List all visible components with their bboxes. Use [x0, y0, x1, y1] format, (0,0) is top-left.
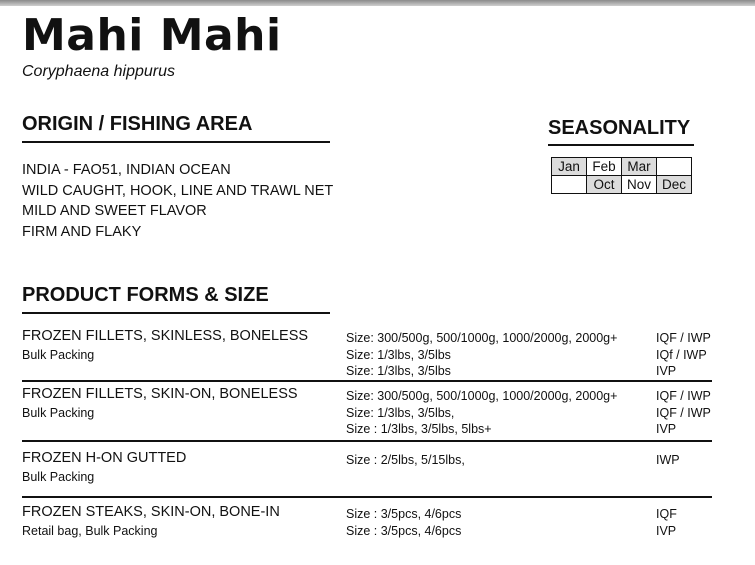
product-name: FROZEN FILLETS, SKIN-ON, BONELESS [22, 386, 298, 402]
product-name: FROZEN STEAKS, SKIN-ON, BONE-IN [22, 504, 280, 520]
season-cell: Jan [552, 158, 587, 176]
pack-type: IVP [656, 422, 677, 436]
size-line: Size: 300/500g, 500/1000g, 1000/2000g, 2000g+ [346, 389, 618, 403]
size-line: Size: 1/3lbs, 3/5lbs [346, 364, 451, 378]
season-row [552, 176, 692, 194]
product-packing: Bulk Packing [22, 470, 95, 484]
size-line: Size: 1/3lbs, 3/5lbs [346, 347, 451, 362]
product-name: FROZEN H-ON GUTTED [22, 450, 187, 466]
origin-lines [22, 160, 333, 242]
size-line: Size : 1/3lbs, 3/5lbs, 5lbs+ [346, 422, 492, 436]
product-row [22, 328, 712, 378]
origin-line: FIRM AND FLAKY [22, 223, 142, 240]
product-row [22, 450, 712, 490]
product-row [22, 504, 712, 544]
pack-type: IQF / IWP [656, 405, 711, 420]
size-line: Size : 3/5pcs, 4/6pcs [346, 523, 462, 538]
product-sizes [346, 452, 465, 469]
product-row [22, 386, 712, 436]
product-packing: Retail bag, Bulk Packing [22, 524, 158, 538]
origin-line: MILD AND SWEET FLAVOR [22, 203, 207, 219]
size-line: Size: 300/500g, 500/1000g, 1000/2000g, 2000g+ [346, 331, 618, 345]
product-divider [22, 496, 712, 498]
scientific-name: Coryphaena hippurus [22, 63, 175, 80]
season-cell: Oct [587, 176, 622, 194]
pack-type: IVP [656, 523, 677, 538]
product-pack-types [656, 388, 711, 438]
pack-type: IQF [656, 507, 677, 521]
product-name: FROZEN FILLETS, SKINLESS, BONELESS [22, 328, 309, 344]
origin-rule [22, 141, 330, 143]
product-packing: Bulk Packing [22, 348, 95, 362]
product-packing: Bulk Packing [22, 406, 95, 420]
season-row [552, 158, 692, 176]
origin-line: WILD CAUGHT, HOOK, LINE AND TRAWL NET [22, 182, 334, 199]
season-cell: Mar [622, 158, 657, 176]
product-sizes [346, 506, 461, 539]
season-cell: Feb [587, 158, 622, 176]
origin-heading: ORIGIN / FISHING AREA [22, 113, 253, 135]
product-pack-types [656, 506, 677, 539]
pack-type: IQf / IWP [656, 347, 707, 362]
seasonality-rule [548, 144, 694, 146]
season-cell [552, 176, 587, 194]
product-sizes [346, 330, 617, 380]
size-line: Size: 1/3lbs, 3/5lbs, [346, 405, 455, 420]
seasonality-table [551, 157, 692, 194]
size-line: Size : 2/5lbs, 5/15lbs, [346, 453, 465, 467]
season-cell [657, 158, 692, 176]
product-divider [22, 380, 712, 382]
product-pack-types [656, 330, 711, 380]
pack-type: IQF / IWP [656, 331, 711, 345]
size-line: Size : 3/5pcs, 4/6pcs [346, 507, 462, 521]
season-cell: Dec [657, 176, 692, 194]
product-pack-types [656, 452, 680, 469]
seasonality-heading: SEASONALITY [548, 117, 691, 139]
pack-type: IQF / IWP [656, 389, 711, 403]
origin-line: INDIA - FAO51, INDIAN OCEAN [22, 162, 231, 178]
pack-type: IWP [656, 453, 680, 467]
products-rule [22, 312, 330, 314]
page-title: Mahi Mahi [22, 10, 282, 61]
pack-type: IVP [656, 364, 677, 378]
top-border [0, 0, 755, 6]
products-heading: PRODUCT FORMS & SIZE [22, 284, 269, 306]
product-sizes [346, 388, 617, 438]
season-cell: Nov [622, 176, 657, 194]
product-divider [22, 440, 712, 442]
